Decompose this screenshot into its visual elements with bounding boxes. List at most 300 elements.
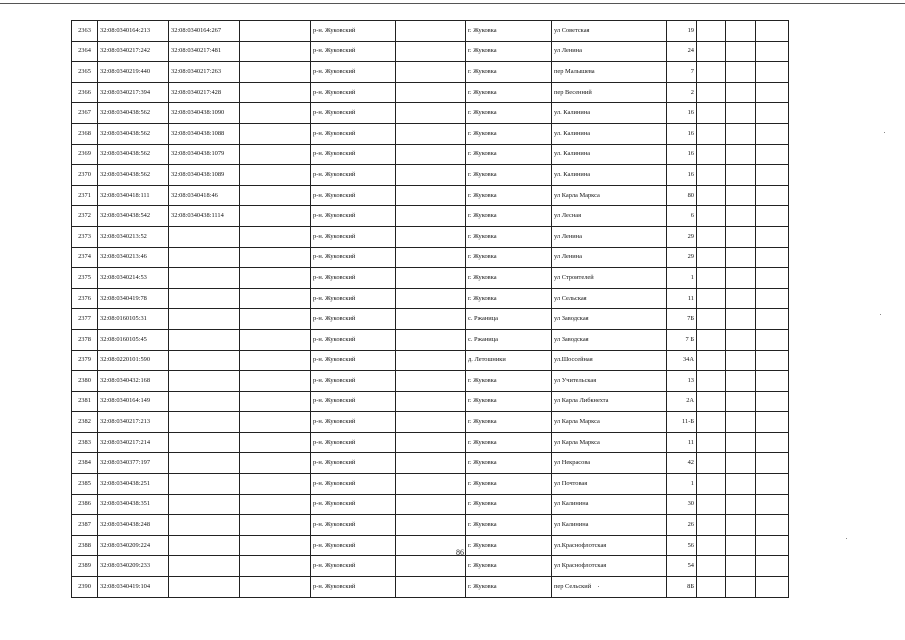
cell-row-number: 2366 (72, 82, 98, 103)
cell-district: р-н. Жуковский (311, 103, 396, 124)
cell-district: р-н. Жуковский (311, 371, 396, 392)
cell-empty-col-12 (756, 453, 789, 474)
cell-empty-col-6 (396, 226, 466, 247)
table-row (72, 494, 789, 515)
scan-speck (846, 538, 847, 539)
cell-parent-cadastral-number (169, 329, 240, 350)
cell-empty-col-4 (240, 535, 311, 556)
cell-empty-col-11 (726, 144, 756, 165)
cell-house-number: 54 (667, 556, 697, 577)
cell-empty-col-11 (726, 123, 756, 144)
cell-district: р-н. Жуковский (311, 41, 396, 62)
cell-street: ул. Калинина (552, 103, 667, 124)
cell-settlement: с. Ржаница (466, 329, 552, 350)
cell-settlement: д. Летошники (466, 350, 552, 371)
cell-empty-col-12 (756, 577, 789, 598)
cell-district: р-н. Жуковский (311, 165, 396, 186)
cell-empty-col-12 (756, 21, 789, 42)
cell-row-number: 2370 (72, 165, 98, 186)
cell-row-number: 2378 (72, 329, 98, 350)
cell-street: ул. Калинина (552, 144, 667, 165)
cell-empty-col-10 (697, 144, 726, 165)
cell-empty-col-4 (240, 226, 311, 247)
cell-settlement: г. Жуковка (466, 556, 552, 577)
cell-district: р-н. Жуковский (311, 494, 396, 515)
cell-house-number: 16 (667, 123, 697, 144)
cell-empty-col-12 (756, 247, 789, 268)
cell-parent-cadastral-number (169, 371, 240, 392)
cell-empty-col-6 (396, 494, 466, 515)
cell-empty-col-11 (726, 453, 756, 474)
cell-settlement: г. Жуковка (466, 535, 552, 556)
cell-empty-col-12 (756, 288, 789, 309)
cell-cadastral-number: 32:08:0160105:45 (98, 329, 169, 350)
cell-row-number: 2388 (72, 535, 98, 556)
cell-street: ул Краснофлотская (552, 556, 667, 577)
cell-street: ул Строителей (552, 268, 667, 289)
cell-house-number: 2А (667, 391, 697, 412)
cell-empty-col-10 (697, 391, 726, 412)
cell-district: р-н. Жуковский (311, 62, 396, 83)
cell-house-number: 11 (667, 288, 697, 309)
cell-parent-cadastral-number: 32:08:0340438:1088 (169, 123, 240, 144)
cell-cadastral-number: 32:08:0340213:46 (98, 247, 169, 268)
cell-empty-col-10 (697, 329, 726, 350)
cell-parent-cadastral-number (169, 247, 240, 268)
cell-empty-col-11 (726, 206, 756, 227)
cell-settlement: г. Жуковка (466, 268, 552, 289)
cell-empty-col-4 (240, 144, 311, 165)
cell-parent-cadastral-number: 32:08:0340438:1079 (169, 144, 240, 165)
cell-empty-col-6 (396, 577, 466, 598)
cell-empty-col-10 (697, 185, 726, 206)
cell-empty-col-6 (396, 206, 466, 227)
table-row (72, 206, 789, 227)
cell-cadastral-number: 32:08:0340438:562 (98, 103, 169, 124)
cell-empty-col-10 (697, 453, 726, 474)
cell-cadastral-number: 32:08:0340438:351 (98, 494, 169, 515)
cell-district: р-н. Жуковский (311, 206, 396, 227)
cell-empty-col-12 (756, 268, 789, 289)
cell-district: р-н. Жуковский (311, 556, 396, 577)
cell-empty-col-11 (726, 268, 756, 289)
registry-table-body (72, 21, 789, 598)
cell-cadastral-number: 32:08:0340438:562 (98, 144, 169, 165)
cell-parent-cadastral-number: 32:08:0340217:263 (169, 62, 240, 83)
cell-row-number: 2376 (72, 288, 98, 309)
cell-district: р-н. Жуковский (311, 515, 396, 536)
cell-empty-col-6 (396, 412, 466, 433)
cell-street: ул Лесная (552, 206, 667, 227)
cell-empty-col-10 (697, 123, 726, 144)
cell-empty-col-11 (726, 247, 756, 268)
cell-row-number: 2380 (72, 371, 98, 392)
cell-settlement: г. Жуковка (466, 432, 552, 453)
cell-empty-col-12 (756, 62, 789, 83)
cell-empty-col-6 (396, 288, 466, 309)
cell-row-number: 2387 (72, 515, 98, 536)
cell-empty-col-11 (726, 535, 756, 556)
table-row (72, 309, 789, 330)
cell-empty-col-4 (240, 103, 311, 124)
cell-district: р-н. Жуковский (311, 577, 396, 598)
cell-parent-cadastral-number (169, 288, 240, 309)
cell-settlement: г. Жуковка (466, 453, 552, 474)
cell-district: р-н. Жуковский (311, 82, 396, 103)
cell-settlement: г. Жуковка (466, 185, 552, 206)
cell-empty-col-10 (697, 165, 726, 186)
cell-settlement: г. Жуковка (466, 62, 552, 83)
cell-empty-col-12 (756, 82, 789, 103)
cell-street: пер Сельский (552, 577, 667, 598)
cell-parent-cadastral-number (169, 556, 240, 577)
cell-cadastral-number: 32:08:0340217:242 (98, 41, 169, 62)
cell-empty-col-12 (756, 206, 789, 227)
cell-street: пер Весенний (552, 82, 667, 103)
cell-cadastral-number: 32:08:0340219:440 (98, 62, 169, 83)
cell-empty-col-4 (240, 41, 311, 62)
cell-empty-col-12 (756, 165, 789, 186)
cell-parent-cadastral-number (169, 494, 240, 515)
cell-street: ул Карла Либкнехта (552, 391, 667, 412)
cell-district: р-н. Жуковский (311, 268, 396, 289)
cell-empty-col-12 (756, 535, 789, 556)
cell-cadastral-number: 32:08:0340418:111 (98, 185, 169, 206)
cell-parent-cadastral-number (169, 309, 240, 330)
cell-empty-col-10 (697, 82, 726, 103)
cell-empty-col-4 (240, 165, 311, 186)
cell-empty-col-11 (726, 556, 756, 577)
table-row (72, 412, 789, 433)
cell-parent-cadastral-number: 32:08:0340418:46 (169, 185, 240, 206)
cell-empty-col-6 (396, 329, 466, 350)
table-row (72, 82, 789, 103)
cell-row-number: 2379 (72, 350, 98, 371)
cell-empty-col-12 (756, 412, 789, 433)
cell-parent-cadastral-number: 32:08:0340438:1114 (169, 206, 240, 227)
table-row (72, 288, 789, 309)
cell-row-number: 2384 (72, 453, 98, 474)
scan-speck (880, 314, 881, 315)
cell-empty-col-6 (396, 350, 466, 371)
table-row (72, 432, 789, 453)
cell-empty-col-10 (697, 309, 726, 330)
cell-empty-col-10 (697, 21, 726, 42)
cell-empty-col-6 (396, 21, 466, 42)
cell-house-number: 30 (667, 494, 697, 515)
cell-parent-cadastral-number: 32:08:0340438:1090 (169, 103, 240, 124)
cell-empty-col-4 (240, 453, 311, 474)
cell-empty-col-10 (697, 41, 726, 62)
cell-empty-col-10 (697, 432, 726, 453)
table-row (72, 556, 789, 577)
cell-empty-col-6 (396, 556, 466, 577)
cell-house-number: 24 (667, 41, 697, 62)
cell-house-number: 6 (667, 206, 697, 227)
cell-district: р-н. Жуковский (311, 391, 396, 412)
cell-row-number: 2373 (72, 226, 98, 247)
table-row (72, 391, 789, 412)
cell-empty-col-6 (396, 62, 466, 83)
cell-empty-col-12 (756, 144, 789, 165)
cell-settlement: г. Жуковка (466, 123, 552, 144)
cell-parent-cadastral-number (169, 226, 240, 247)
cell-row-number: 2381 (72, 391, 98, 412)
cell-empty-col-6 (396, 144, 466, 165)
cell-empty-col-6 (396, 432, 466, 453)
cell-empty-col-4 (240, 556, 311, 577)
cell-settlement: г. Жуковка (466, 206, 552, 227)
cell-empty-col-4 (240, 515, 311, 536)
scan-speck (598, 586, 599, 587)
cell-district: р-н. Жуковский (311, 288, 396, 309)
cell-district: р-н. Жуковский (311, 247, 396, 268)
cell-street: ул Карла Маркса (552, 185, 667, 206)
cell-empty-col-4 (240, 494, 311, 515)
cell-cadastral-number: 32:08:0340438:562 (98, 165, 169, 186)
page-number: 86 (456, 548, 464, 557)
cell-parent-cadastral-number: 32:08:0340438:1089 (169, 165, 240, 186)
table-row (72, 103, 789, 124)
cell-empty-col-10 (697, 350, 726, 371)
cell-empty-col-11 (726, 350, 756, 371)
cell-settlement: г. Жуковка (466, 103, 552, 124)
cell-empty-col-12 (756, 371, 789, 392)
cell-settlement: с. Ржаница (466, 309, 552, 330)
cell-row-number: 2383 (72, 432, 98, 453)
cell-empty-col-12 (756, 391, 789, 412)
cell-house-number: 29 (667, 247, 697, 268)
cell-empty-col-10 (697, 103, 726, 124)
cell-empty-col-11 (726, 474, 756, 495)
cell-empty-col-12 (756, 329, 789, 350)
cell-settlement: г. Жуковка (466, 41, 552, 62)
cell-house-number: 7Б (667, 309, 697, 330)
cell-empty-col-11 (726, 577, 756, 598)
cell-parent-cadastral-number (169, 453, 240, 474)
cell-empty-col-12 (756, 309, 789, 330)
cell-settlement: г. Жуковка (466, 474, 552, 495)
cell-settlement: г. Жуковка (466, 226, 552, 247)
cell-cadastral-number: 32:08:0340164:213 (98, 21, 169, 42)
cell-cadastral-number: 32:08:0340213:52 (98, 226, 169, 247)
cell-empty-col-11 (726, 391, 756, 412)
cell-district: р-н. Жуковский (311, 329, 396, 350)
table-row (72, 247, 789, 268)
cell-cadastral-number: 32:08:0340217:214 (98, 432, 169, 453)
cell-street: ул Почтовая (552, 474, 667, 495)
registry-table (71, 20, 789, 598)
cell-district: р-н. Жуковский (311, 474, 396, 495)
cell-empty-col-11 (726, 288, 756, 309)
cell-empty-col-6 (396, 453, 466, 474)
cell-house-number: 8Б (667, 577, 697, 598)
cell-district: р-н. Жуковский (311, 21, 396, 42)
cell-house-number: 11 (667, 432, 697, 453)
cell-house-number: 1 (667, 268, 697, 289)
cell-empty-col-11 (726, 41, 756, 62)
cell-settlement: г. Жуковка (466, 391, 552, 412)
table-row (72, 21, 789, 42)
cell-street: ул Советская (552, 21, 667, 42)
cell-empty-col-4 (240, 82, 311, 103)
cell-house-number: 26 (667, 515, 697, 536)
cell-empty-col-6 (396, 103, 466, 124)
cell-house-number: 56 (667, 535, 697, 556)
cell-row-number: 2382 (72, 412, 98, 433)
cell-row-number: 2377 (72, 309, 98, 330)
cell-empty-col-12 (756, 515, 789, 536)
cell-street: ул Некрасова (552, 453, 667, 474)
cell-district: р-н. Жуковский (311, 350, 396, 371)
cell-district: р-н. Жуковский (311, 185, 396, 206)
cell-parent-cadastral-number (169, 474, 240, 495)
cell-row-number: 2368 (72, 123, 98, 144)
cell-parent-cadastral-number (169, 412, 240, 433)
cell-row-number: 2364 (72, 41, 98, 62)
cell-cadastral-number: 32:08:0340214:53 (98, 268, 169, 289)
cell-empty-col-6 (396, 515, 466, 536)
cell-empty-col-10 (697, 494, 726, 515)
cell-empty-col-4 (240, 474, 311, 495)
cell-empty-col-11 (726, 494, 756, 515)
cell-empty-col-6 (396, 41, 466, 62)
cell-empty-col-12 (756, 494, 789, 515)
cell-empty-col-4 (240, 185, 311, 206)
cell-empty-col-11 (726, 309, 756, 330)
cell-empty-col-12 (756, 185, 789, 206)
cell-empty-col-4 (240, 350, 311, 371)
cell-empty-col-11 (726, 412, 756, 433)
cell-empty-col-10 (697, 226, 726, 247)
cell-cadastral-number: 32:08:0340438:542 (98, 206, 169, 227)
cell-street: ул Ленина (552, 247, 667, 268)
table-row (72, 350, 789, 371)
cell-empty-col-10 (697, 247, 726, 268)
cell-empty-col-10 (697, 412, 726, 433)
cell-street: ул Ленина (552, 41, 667, 62)
cell-parent-cadastral-number: 32:08:0340217:481 (169, 41, 240, 62)
cell-empty-col-12 (756, 432, 789, 453)
cell-row-number: 2365 (72, 62, 98, 83)
cell-row-number: 2363 (72, 21, 98, 42)
cell-empty-col-4 (240, 371, 311, 392)
cell-row-number: 2367 (72, 103, 98, 124)
cell-district: р-н. Жуковский (311, 309, 396, 330)
cell-cadastral-number: 32:08:0220101:590 (98, 350, 169, 371)
cell-empty-col-10 (697, 535, 726, 556)
cell-street: ул Учительская (552, 371, 667, 392)
cell-empty-col-11 (726, 432, 756, 453)
cell-empty-col-4 (240, 432, 311, 453)
cell-empty-col-12 (756, 350, 789, 371)
cell-district: р-н. Жуковский (311, 453, 396, 474)
cell-empty-col-11 (726, 103, 756, 124)
cell-district: р-н. Жуковский (311, 226, 396, 247)
table-row (72, 165, 789, 186)
table-row (72, 474, 789, 495)
cell-empty-col-12 (756, 474, 789, 495)
cell-empty-col-6 (396, 165, 466, 186)
cell-cadastral-number: 32:08:0340164:149 (98, 391, 169, 412)
cell-house-number: 1 (667, 474, 697, 495)
table-row (72, 329, 789, 350)
cell-cadastral-number: 32:08:0160105:31 (98, 309, 169, 330)
cell-cadastral-number: 32:08:0340217:394 (98, 82, 169, 103)
cell-street: ул. Калинина (552, 123, 667, 144)
cell-house-number: 13 (667, 371, 697, 392)
cell-empty-col-11 (726, 165, 756, 186)
cell-empty-col-11 (726, 329, 756, 350)
cell-street: ул.Шоссейная (552, 350, 667, 371)
cell-house-number: 11-Б (667, 412, 697, 433)
cell-district: р-н. Жуковский (311, 432, 396, 453)
scan-speck (884, 132, 885, 133)
cell-settlement: г. Жуковка (466, 288, 552, 309)
cell-street: ул.Краснофлотская (552, 535, 667, 556)
cell-settlement: г. Жуковка (466, 21, 552, 42)
table-row (72, 577, 789, 598)
table-row (72, 453, 789, 474)
table-row (72, 268, 789, 289)
cell-empty-col-11 (726, 21, 756, 42)
cell-empty-col-6 (396, 474, 466, 495)
cell-empty-col-10 (697, 62, 726, 83)
cell-house-number: 7 Б (667, 329, 697, 350)
cell-house-number: 80 (667, 185, 697, 206)
cell-settlement: г. Жуковка (466, 412, 552, 433)
cell-street: ул Карла Маркса (552, 432, 667, 453)
cell-empty-col-6 (396, 268, 466, 289)
cell-empty-col-6 (396, 371, 466, 392)
cell-empty-col-6 (396, 123, 466, 144)
cell-house-number: 16 (667, 165, 697, 186)
cell-street: ул Ленина (552, 226, 667, 247)
cell-house-number: 2 (667, 82, 697, 103)
cell-empty-col-10 (697, 577, 726, 598)
cell-parent-cadastral-number (169, 391, 240, 412)
page-top-rule (0, 3, 905, 4)
cell-street: ул Калинина (552, 494, 667, 515)
cell-house-number: 7 (667, 62, 697, 83)
cell-street: ул Карла Маркса (552, 412, 667, 433)
cell-row-number: 2385 (72, 474, 98, 495)
cell-cadastral-number: 32:08:0340217:213 (98, 412, 169, 433)
cell-empty-col-4 (240, 412, 311, 433)
table-row (72, 226, 789, 247)
table-row (72, 371, 789, 392)
cell-empty-col-10 (697, 556, 726, 577)
cell-parent-cadastral-number: 32:08:0340217:428 (169, 82, 240, 103)
cell-empty-col-6 (396, 535, 466, 556)
cell-empty-col-10 (697, 288, 726, 309)
cell-empty-col-4 (240, 391, 311, 412)
cell-empty-col-12 (756, 103, 789, 124)
table-row (72, 123, 789, 144)
cell-settlement: г. Жуковка (466, 144, 552, 165)
cell-row-number: 2375 (72, 268, 98, 289)
cell-cadastral-number: 32:08:0340377:197 (98, 453, 169, 474)
cell-empty-col-4 (240, 123, 311, 144)
cell-empty-col-6 (396, 391, 466, 412)
cell-empty-col-4 (240, 62, 311, 83)
cell-street: ул Сельская (552, 288, 667, 309)
cell-district: р-н. Жуковский (311, 144, 396, 165)
cell-cadastral-number: 32:08:0340209:233 (98, 556, 169, 577)
cell-settlement: г. Жуковка (466, 577, 552, 598)
table-row (72, 41, 789, 62)
cell-empty-col-11 (726, 82, 756, 103)
